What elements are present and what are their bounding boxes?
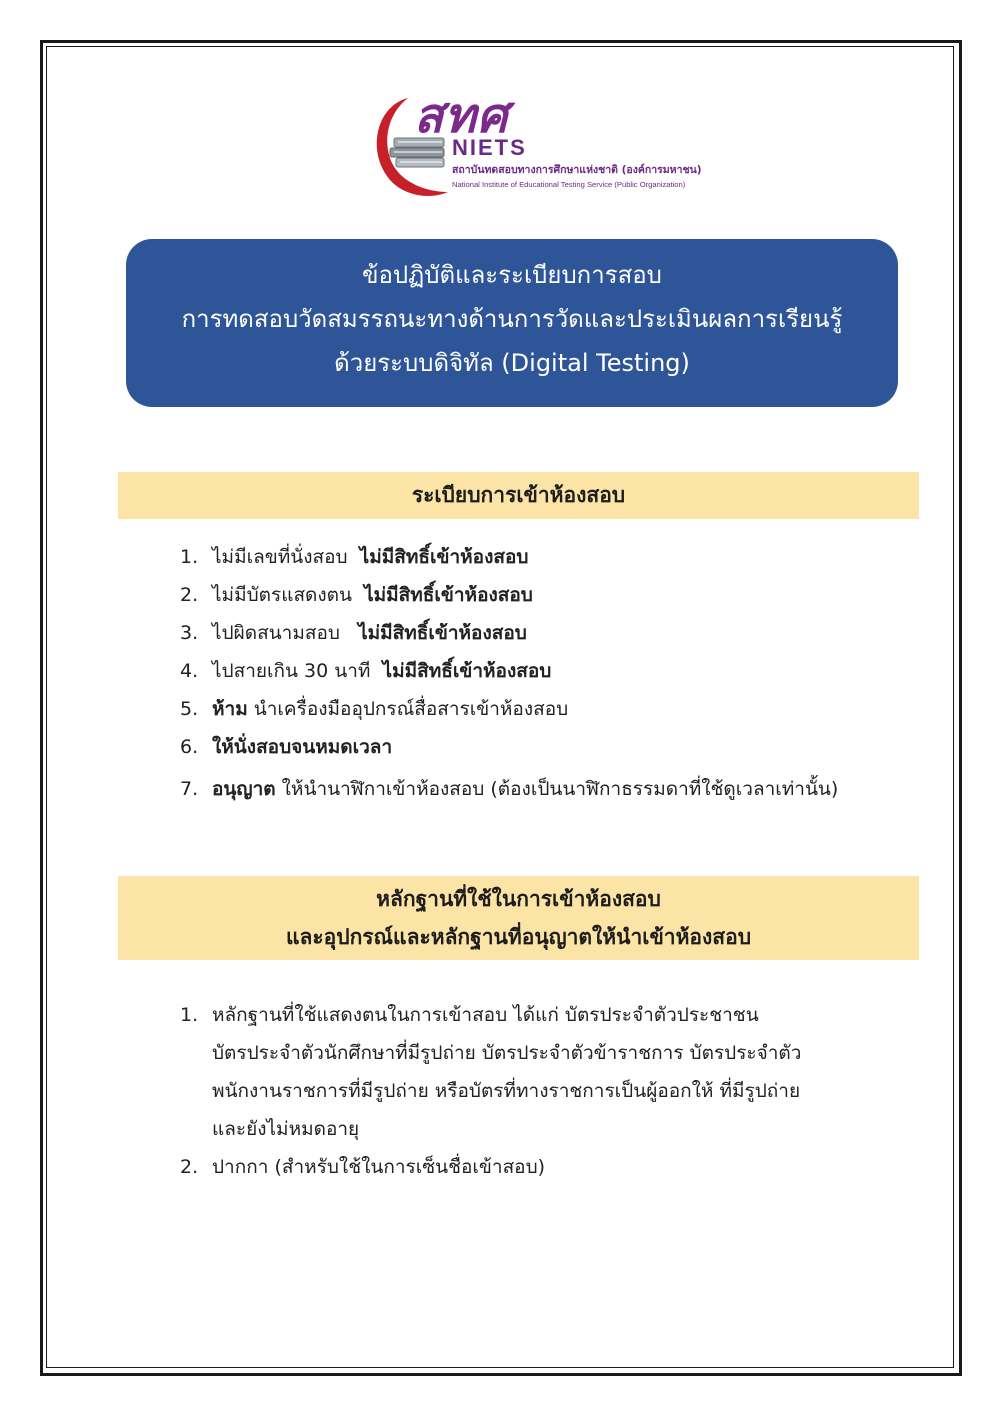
evidence-list	[180, 996, 900, 1186]
list-item: 2. ไม่มีบัตรแสดงตน ไม่มีสิทธิ์เข้าห้องสอบ	[180, 584, 533, 606]
section-header-exam-rules: ระเบียบการเข้าห้องสอบ	[118, 472, 919, 519]
banner-line-1: ข้อปฏิบัติและระเบียบการสอบ	[362, 261, 662, 289]
list-item: 1. หลักฐานที่ใช้แสดงตนในการเข้าสอบ ได้แก่ บัตรประจำตัวประชาชน บัตรประจำตัวนักศึกษาที่มีรูปถ่าย บัตรประจำตัวข้าราชการ บัตรประจำตัว พนักงานราชการที่มีรูปถ่าย หรือบัตรที่ทางราชการเป็นผู้ออกให้ ที่มีรูปถ่าย และยังไม่หมดอายุ	[180, 1004, 802, 1140]
list-item: 1. ไม่มีเลขที่นั่งสอบ ไม่มีสิทธิ์เข้าห้องสอบ	[180, 546, 529, 568]
exam-rules-list	[180, 538, 920, 808]
list-item: 6. ให้นั่งสอบจนหมดเวลา	[180, 736, 393, 758]
logo-thai-name: สถาบันทดสอบทางการศึกษาแห่งชาติ (องค์การมหาชน)	[452, 164, 702, 176]
niets-logo	[368, 88, 702, 202]
list-item: 2. ปากกา (สำหรับใช้ในการเซ็นชื่อเข้าสอบ)	[180, 1156, 546, 1178]
logo-english-name: National Institute of Educational Testing Service (Public Organization)	[452, 180, 686, 189]
title-banner	[126, 239, 898, 407]
banner-line-3: ด้วยระบบดิจิทัล (Digital Testing)	[334, 349, 690, 377]
list-item: 5. ห้าม นำเครื่องมืออุปกรณ์สื่อสารเข้าห้องสอบ	[180, 698, 569, 720]
section-header-line-1: หลักฐานที่ใช้ในการเข้าห้องสอบ	[376, 887, 661, 911]
logo-thai-abbrev: สทศ	[414, 88, 509, 144]
logo-english-abbrev: NIETS	[452, 135, 527, 160]
section-header-line-2: และอุปกรณ์และหลักฐานที่อนุญาตให้นำเข้าห้องสอบ	[285, 925, 752, 949]
list-item: 7. อนุญาต ให้นำนาฬิกาเข้าห้องสอบ (ต้องเป็นนาฬิกาธรรมดาที่ใช้ดูเวลาเท่านั้น)	[180, 778, 839, 800]
list-item: 3. ไปผิดสนามสอบ ไม่มีสิทธิ์เข้าห้องสอบ	[180, 622, 527, 644]
section-header-evidence	[118, 876, 919, 960]
list-item: 4. ไปสายเกิน 30 นาที ไม่มีสิทธิ์เข้าห้องสอบ	[180, 660, 552, 682]
banner-line-2: การทดสอบวัดสมรรถนะทางด้านการวัดและประเมินผลการเรียนรู้	[181, 305, 843, 333]
